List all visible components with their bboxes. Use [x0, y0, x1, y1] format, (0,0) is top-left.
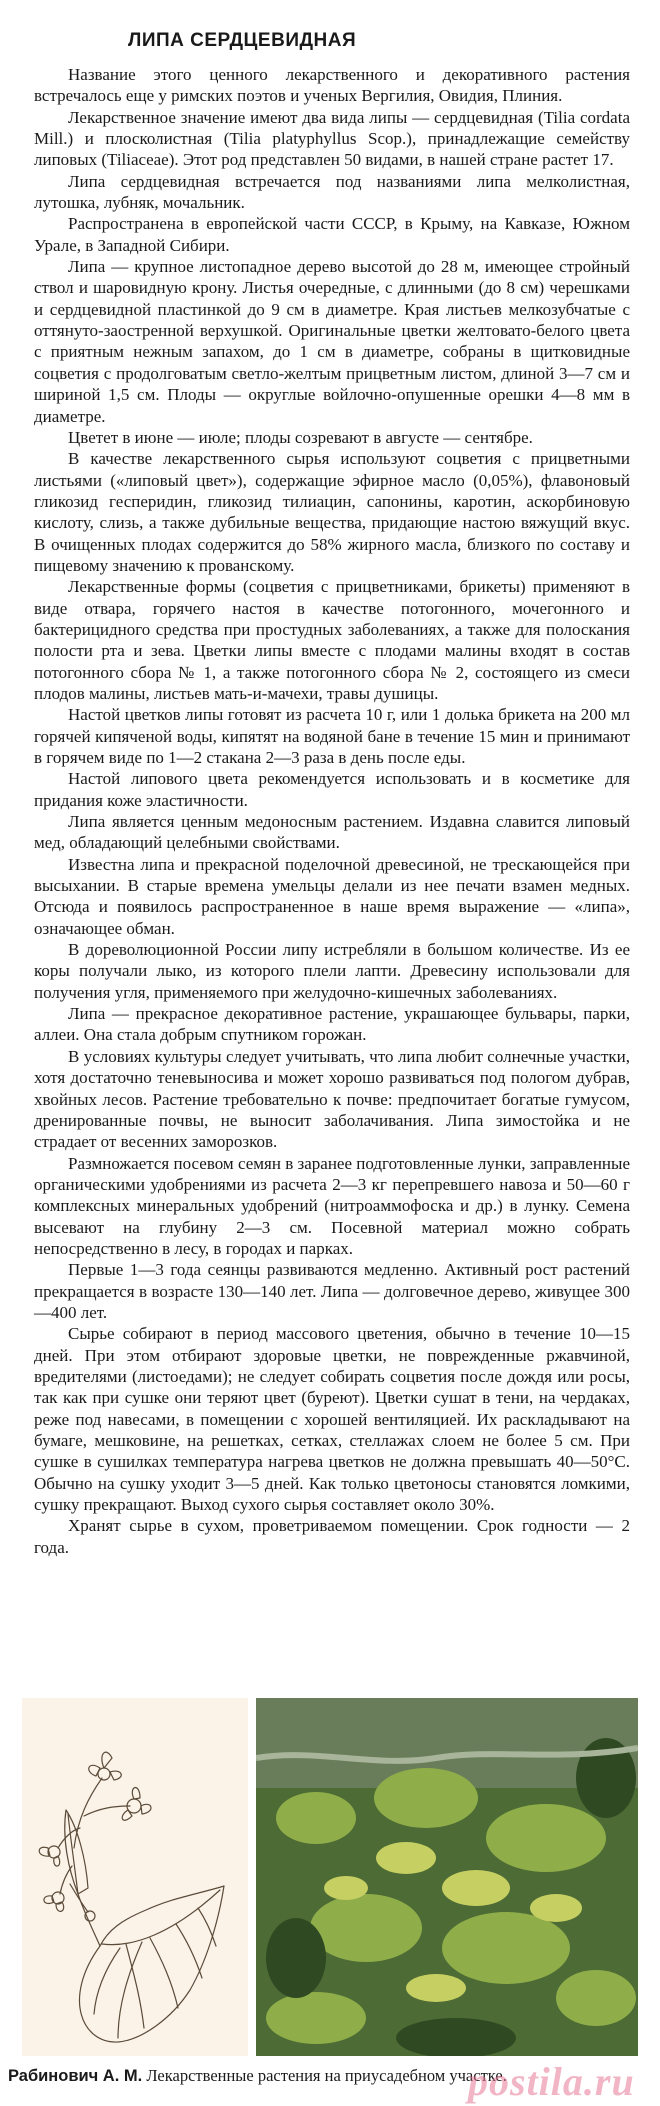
- paragraph-2: Лекарственное значение имеют два вида липы — сердцевидная (Tilia cordata Mill.) и плосколистная (Tilia platyphyllus Scop.), принадлежащие семейству липовых (Tiliaceae). Этот род представлен 50 видами, в нашей стране растет 17.: [34, 107, 630, 170]
- article-title: ЛИПА СЕРДЦЕВИДНАЯ: [128, 30, 357, 51]
- paragraph-6: Цветет в июне — июле; плоды созревают в августе — сентябре.: [68, 427, 533, 447]
- paragraph-7: В качестве лекарственного сырья используют соцветия с прицветными листьями («липовый цвет»), содержащие эфирное масло (0,05%), флавоновый гликозид гесперидин, гликозид тилиацин, сапонины, каротин, аскорбиновую кислоту, слизь, а также дубильные вещества, придающие настою вяжущий вкус. В очищенных плодах содержится до 58% жирного масла, близкого по составу и пищевому значению к прованскому.: [34, 449, 630, 575]
- paragraph-14: Липа — прекрасное декоративное растение, украшающее бульвары, парки, аллеи. Она стала добрым спутником горожан.: [34, 1004, 630, 1045]
- paragraph-9: Настой цветков липы готовят из расчета 10 г, или 1 долька брикета на 200 мл горячей кипяченой воды, кипятят на водяной бане в течение 15 мин и принимают в горячем виде по 1—2 стакана 2—3 раза в день после еды.: [34, 705, 630, 767]
- paragraph-17: Первые 1—3 года сеянцы развиваются медленно. Активный рост растений прекращается в возрасте 130—140 лет. Липа — долговечное дерево, живущее 300—400 лет.: [34, 1260, 630, 1322]
- linden-tree-photo: [256, 1698, 638, 2056]
- paragraph-16: Размножается посевом семян в заранее подготовленные лунки, заправленные органическими удобрениями из расчета 2—3 кг перепревшего навоза и 50—60 г комплексных минеральных удобрений (нитроаммофоска и др.) в лунку. Семена высевают на глубину 2—3 см. Посевной материал можно собрать непосредственно в лесу, в городах и парках.: [34, 1153, 630, 1258]
- paragraph-12: Известна липа и прекрасной поделочной древесиной, не трескающейся при высыхании. В старые времена умельцы делали из нее печати взамен медных. Отсюда и появилось распространенное в наше время выражение — «липа», означающее обман.: [34, 854, 630, 938]
- paragraph-10: Настой липового цвета рекомендуется использовать и в косметике для придания коже эластичности.: [34, 769, 630, 810]
- paragraph-18: Сырье собирают в период массового цветения, обычно в течение 10—15 дней. При этом отбирают здоровые цветки, не поврежденные ржавчиной, вредителями (листоедами); не следует собирать соцветия после дождя или росы, так как при сушке они теряют цвет (буреют). Цветки сушат в тени, на чердаках, реже под навесами, в помещении с хорошей вентиляцией. Их раскладывают на бумаге, мешковине, на решетках, сетках, стеллажах слоем не более 5 см. При сушке в сушилках температура нагрева цветков не должна превышать 40—50°C. Обычно на сушку уходит 3—5 дней. Как только цветоносы становятся ломкими, сушку прекращают. Выход сухого сырья составляет около 30%.: [34, 1324, 630, 1515]
- paragraph-1: Название этого ценного лекарственного и декоративного растения встречалось еще у римских поэтов и ученых Вергилия, Овидия, Плиния.: [34, 65, 630, 106]
- citation-author: Рабинович А. М.: [8, 2067, 143, 2085]
- watermark: postila.ru: [468, 2059, 635, 2104]
- paragraph-3: Липа сердцевидная встречается под названиями липа мелколистная, лутошка, лубняк, мочальник.: [34, 171, 630, 213]
- paragraph-4: Распространена в европейской части СССР, в Крыму, на Кавказе, Южном Урале, в Западной Сибири.: [34, 214, 630, 255]
- paragraph-11: Липа является ценным медоносным растением. Издавна славится липовый мед, обладающий целебными свойствами.: [34, 812, 630, 853]
- figures: [22, 1698, 638, 2056]
- paragraph-5: Липа — крупное листопадное дерево высотой до 28 м, имеющее стройный ствол и шаровидную крону. Листья очередные, с длинными (до 8 см) черешками и сердцевидной пластинкой до 9 см в диаметре. Края листьев мелкозубчатые с оттянуто-заостренной верхушкой. Оригинальные цветки желтовато-белого цвета с приятным нежным запахом, до 1 см в диаметре, собраны в щитковидные соцветия с продолговатым светло-желтым прицветным листом, длиной 3—7 см и шириной 1,5 см. Плоды — округлые войлочно-опушенные орешки 4—8 мм в диаметре.: [34, 257, 630, 426]
- paragraph-19: Хранят сырье в сухом, проветриваемом помещении. Срок годности — 2 года.: [34, 1516, 630, 1557]
- paragraph-8: Лекарственные формы (соцветия с прицветниками, брикеты) применяют в виде отвара, горячего настоя в качестве потогонного, мочегонного и бактерицидного средства при простудных заболеваниях, а также для полоскания полости рта и зева. Цветки липы вместе с плодами малины входят в состав потогонного сбора № 1, а также потогонного сбора № 2, состоящего из смеси плодов малины, листьев мать-и-мачехи, травы душицы.: [34, 577, 630, 703]
- linden-botanical-drawing: [22, 1698, 248, 2056]
- article-body: [34, 64, 630, 1558]
- paragraph-15: В условиях культуры следует учитывать, что липа любит солнечные участки, хотя достаточно теневыносива и может хорошо развиваться под пологом дубрав, хвойных лесов. Растение требовательно к почве: предпочитает богатые гумусом, дренированные почвы, не выносит заболачивания. Липа зимостойка и не страдает от весенних заморозков.: [34, 1046, 630, 1152]
- citation-source: Лекарственные растения на приусадебном участке.: [142, 2066, 507, 2085]
- paragraph-13: В дореволюционной России липу истребляли в большом количестве. Из ее коры получали лыко, из которого плели лапти. Древесину использовали для получения угля, применяемого при желудочно-кишечных заболеваниях.: [34, 940, 630, 1002]
